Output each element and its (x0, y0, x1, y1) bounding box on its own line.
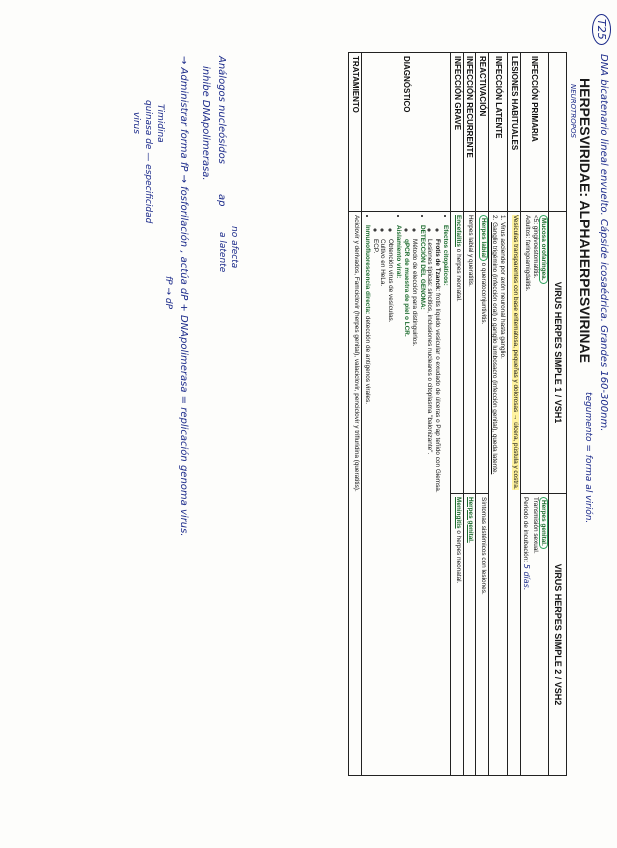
highlight-text: Mucosa orofaríngea. (539, 215, 548, 284)
table-row (520, 53, 548, 776)
handwritten-neurotropos: NEUROTROPOS (569, 84, 577, 138)
cell-line: Ganglio trigémino (infección oral) o ganglio lumbosacro (infección genital), queda latente. (491, 222, 499, 475)
table-cell (450, 494, 463, 776)
cell-line: Periodo de incubación: (522, 497, 530, 563)
handwritten-ap: ap (216, 194, 227, 207)
handwritten-virus: virus (131, 112, 141, 134)
row-label: LESIONES HABITUALES (507, 53, 520, 212)
page-title: HERPESVIRIDAE: ALPHAHERPESVIRINAE (577, 78, 593, 363)
table-cell (507, 212, 520, 776)
table-cell (362, 212, 451, 776)
table-cell (463, 494, 476, 776)
table-cell: Aciclovir y derivados, Famciclovir (herpes genital), valaciclovir, penciclovir y trifluridina (queratitis). (349, 212, 362, 776)
cell-line: qPCR de muestra de piel o LCR. (402, 239, 410, 337)
handwritten-quinasa: quinasa de — especificidad (143, 100, 153, 224)
table-cell (520, 212, 548, 494)
page-number: T25 (592, 14, 611, 45)
table-row (450, 53, 463, 776)
table-cell: Herpes labial y queratitis. (463, 212, 476, 494)
table-row (349, 53, 362, 776)
table-row (463, 53, 476, 776)
highlight-text: Herpes genital. (539, 497, 548, 549)
table-row (489, 53, 508, 776)
table-row (507, 53, 520, 776)
table-header-row (549, 53, 567, 776)
cell-line: Inmunofluorescencia directa: (363, 225, 371, 315)
cell-line: : frotis líquido vesicular o exudado de úlceras o Pap teñido con Giemsa. (434, 289, 442, 493)
cell-line: o herpes neonatal. (454, 246, 462, 302)
cell-line: ◦ ECP. (371, 239, 379, 772)
highlight-text: Meningitis (454, 497, 462, 529)
row-label: INFECCIÓN LATENTE (489, 53, 508, 212)
table-row (362, 53, 451, 776)
table-cell (450, 212, 463, 494)
row-label: INFECCIÓN RECURRENTE (463, 53, 476, 212)
cell-line: detección de antígenos virales. (363, 314, 371, 405)
handwritten-top-note: DNA bicatenario lineal envuelto. Cápside icosaédrica. Grandes 160-300nm. (598, 54, 609, 432)
table-cell (520, 494, 548, 776)
column-header-vsh2: VIRUS HERPES SIMPLE 2 / VSH2 (549, 494, 567, 776)
highlight-text: Encefalitis (454, 215, 462, 247)
table-cell: Síntomas sistémicos con lesiones. (476, 494, 489, 776)
herpes-comparison-table (348, 52, 567, 776)
cell-line: ◦ Lesiones típicas: sincitios, inclusiones nucleares o citoplasma "balonizante". (426, 239, 434, 772)
cell-line: <5: gingivoestomatitis. (532, 215, 540, 279)
cell-line: Virus asciende por axón neuronal hasta ganglio. (498, 222, 506, 359)
handwritten-administrar: → Administrar forma fP → fosforilación , actúa dP + DNApolimerasa = replicación genoma virus. (178, 56, 189, 537)
row-label: DIAGNÓSTICO (362, 53, 451, 212)
row-label: TRATAMIENTO (349, 53, 362, 212)
cell-line: Adultos: faringoamigdalitis. (524, 215, 532, 292)
row-label: INFECCIÓN GRAVE (450, 53, 463, 212)
cell-line: Efectos citopáticos: (441, 225, 449, 286)
highlight-text: Herpes genital. (467, 497, 475, 543)
column-header-vsh1: VIRUS HERPES SIMPLE 1 / VSH1 (549, 212, 567, 494)
handwritten-tegument-note: tegumento = forma al virión. (583, 392, 593, 524)
cell-line: Aislamiento viral: (395, 225, 403, 279)
handwritten-incubation: 5 días. (522, 563, 532, 591)
cell-line: DETECCIÓN DEL GENOMA: (418, 225, 426, 310)
cell-line: Transmisión sexual. (532, 497, 540, 554)
row-label: REACTIVACIÓN (476, 53, 489, 212)
cell-line: o herpes neonatal. (454, 528, 462, 584)
handwritten-inhibe: inhibe DNApolimerasa. (200, 66, 211, 181)
row-label: INFECCIÓN PRIMARIA (520, 53, 548, 212)
handwritten-a-latente: a latente (217, 232, 227, 273)
cell-line: o queratoconjuntivitis. (480, 260, 488, 325)
handwritten-no-afecta: no afecta (229, 226, 239, 269)
highlight-text: Herpes labial (479, 215, 488, 261)
handwritten-analogos: Análogos nucleósidos (216, 56, 227, 164)
cell-line: ◦ Obtención virus de vesículas. (386, 239, 394, 772)
cell-line: ◦ Método de elección para distinguirlos. (410, 239, 418, 772)
handwritten-fp-dp: fP → dP (163, 276, 173, 309)
table-cell (476, 212, 489, 494)
table-row (476, 53, 489, 776)
cell-line: Frotis de Tzanck (434, 239, 442, 290)
table-cell: 1. Virus asciende por axón neuronal hasta ganglio. 2. Ganglio trigémino (infección oral) o ganglio lumbosacro (infección genital), queda latente. (489, 212, 508, 776)
highlight-text: Vesículas transparentes con base eritematosa, pequeñas y dolorosas → úlcera, pústula y costra. (511, 215, 519, 490)
handwritten-timidina: Timidina (155, 104, 165, 143)
cell-line: ◦ Cultivo en HeLa. (379, 239, 387, 772)
